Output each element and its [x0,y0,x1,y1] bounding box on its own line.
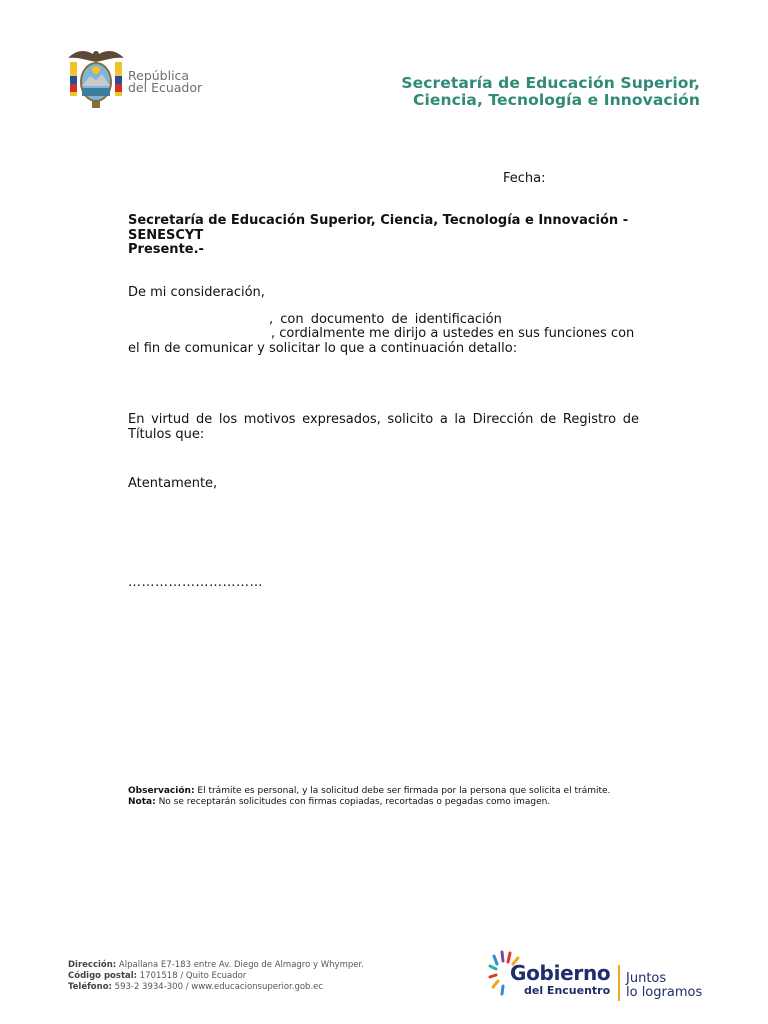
direccion-label: Dirección: [68,960,117,970]
footer-codigo [68,971,364,982]
secretaria-line2: Ciencia, Tecnología e Innovación [413,91,700,109]
fecha-label: Fecha: [503,171,546,186]
observacion-note [128,786,610,797]
republica-line2: del Ecuador [128,80,203,95]
secretaria-title [401,75,700,109]
footer-direccion [68,960,364,971]
closing: Atentamente, [128,476,218,491]
nota-note [128,797,610,808]
codigo-text: 1701518 / Quito Ecuador [137,971,247,981]
recipient-line3: Presente.- [128,242,204,257]
signature-line: ………………………… [128,575,263,590]
gobierno-separator [618,965,620,1001]
recipient-block [128,214,648,258]
recipient-line2: SENESCYT [128,227,204,243]
greeting: De mi consideración, [128,285,265,300]
secretaria-line1: Secretaría de Educación Superior, [401,74,700,92]
footer-telefono [68,982,364,993]
codigo-label: Código postal: [68,971,138,981]
nota-label: Nota: [128,797,156,807]
direccion-text: Alpallana E7-183 entre Av. Diego de Almagro y Whymper. [116,960,364,970]
slogan-line1: Juntos [626,971,667,986]
paragraph1-line2: , cordialmente me dirijo a ustedes en sus funciones con [271,326,635,341]
telefono-label: Teléfono: [68,982,112,992]
notes-block [128,786,610,808]
telefono-text: 593-2 3934-300 / www.educacionsuperior.gob.ec [111,982,324,992]
footer-contact [68,960,364,993]
paragraph1-line1: , con documento de identificación [269,312,502,327]
gobierno-subtitle: del Encuentro [524,984,611,997]
slogan-line2: lo logramos [626,985,703,1000]
gobierno-title: Gobierno [510,961,611,985]
paragraph2: En virtud de los motivos expresados, solicito a la Dirección de Registro de Títulos que: [128,412,639,442]
recipient-line1: Secretaría de Educación Superior, Ciencia, Tecnología e Innovación - [128,213,629,228]
republica-line1: República [128,68,190,83]
slogan [626,972,702,1000]
coat-of-arms-logo [66,46,126,110]
observacion-label: Observación: [128,786,195,796]
republica-ecuador-wordmark [128,70,202,94]
paragraph1-line3: el fin de comunicar y solicitar lo que a continuación detallo: [128,341,518,356]
observacion-text: El trámite es personal, y la solicitud debe ser firmada por la persona que solicita el trámite. [194,786,611,796]
nota-text: No se receptarán solicitudes con firmas copiadas, recortadas o pegadas como imagen. [155,797,551,807]
